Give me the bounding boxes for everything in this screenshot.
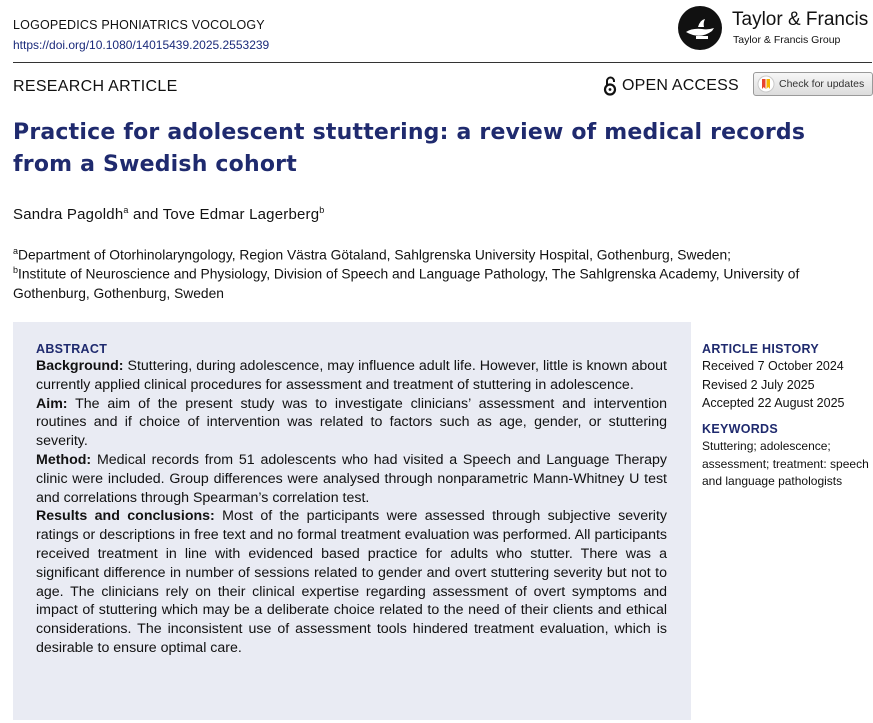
section-text: Medical records from 51 adolescents who had visited a Speech and Language Therapy clinic were included. Group differences were analysed through nonparametric Mann-Whitney U test and correlations through Spearman’s correlation test.: [36, 451, 667, 506]
affiliation-marker: b: [319, 205, 325, 215]
author-conjunction: and: [128, 206, 163, 223]
abstract-background: [36, 357, 667, 395]
keywords-list: Stuttering; adolescence; assessment; treatment: speech and language pathologists: [702, 439, 869, 488]
section-label: Results and conclusions:: [36, 508, 215, 525]
header-divider: [13, 62, 872, 63]
check-for-updates-label: Check for updates: [779, 78, 865, 90]
section-text: Stuttering, during adolescence, may influence adult life. However, little is known about currently applied clinical procedures for assessment and treatment of stuttering in adolescence.: [36, 358, 667, 393]
article-title: [13, 117, 813, 181]
section-label: Method:: [36, 451, 92, 468]
open-access-badge: [603, 75, 739, 97]
doi-link[interactable]: https://doi.org/10.1080/14015439.2025.2553239: [13, 38, 270, 52]
article-type: RESEARCH ARTICLE: [13, 78, 178, 95]
affiliation-marker: a: [13, 246, 19, 256]
abstract-method: [36, 451, 667, 507]
author-name[interactable]: Sandra Pagoldh: [13, 206, 124, 223]
affiliation-marker: a: [123, 205, 129, 215]
open-access-label: OPEN ACCESS: [622, 77, 739, 94]
received-date: Received 7 October 2024: [702, 359, 844, 373]
section-text: The aim of the present study was to investigate clinicians’ assessment and intervention routines and if choice of intervention was related to factors such as age, gender, or stuttering severity.: [36, 395, 667, 450]
keywords-heading: KEYWORDS: [702, 422, 779, 436]
affiliation-marker: b: [13, 265, 19, 275]
abstract-results: [36, 507, 667, 657]
revised-date: Revised 2 July 2025: [702, 377, 815, 392]
abstract-aim: [36, 395, 667, 451]
article-history: [702, 357, 844, 413]
section-label: Background:: [36, 358, 124, 374]
update-bookmark-icon: [757, 75, 775, 93]
abstract-heading: ABSTRACT: [36, 342, 108, 356]
affiliation-text: Department of Otorhinolaryngology, Region Västra Götaland, Sahlgrenska University Hospital, Gothenburg, Sweden;: [18, 247, 731, 263]
affiliation-b: [13, 261, 873, 303]
check-for-updates-button[interactable]: [753, 72, 873, 96]
section-label: Aim:: [36, 395, 68, 412]
accepted-date: Accepted 22 August 2025: [702, 396, 845, 410]
history-heading: ARTICLE HISTORY: [702, 342, 820, 356]
affiliation-text: Institute of Neuroscience and Physiology, Division of Speech and Language Pathology, The Sahlgrenska Academy, University of Gothenburg, Gothenburg, Sweden: [13, 266, 800, 301]
publisher-name: Taylor & Francis: [732, 9, 869, 30]
lamp-icon: [678, 6, 722, 50]
title-line-2: from a Swedish cohort: [13, 152, 297, 177]
journal-name: LOGOPEDICS PHONIATRICS VOCOLOGY: [13, 18, 265, 32]
title-line-1: Practice for adolescent stuttering: a review of medical records: [13, 120, 806, 145]
author-name[interactable]: Tove Edmar Lagerberg: [162, 206, 320, 223]
section-text: Most of the participants were assessed through subjective severity ratings or descriptions in free text and no formal treatment evaluation was performed. All participants received treatment in line with evidenced based practice for adults who stutter. There was a significant difference in number of sessions related to gender and overt stuttering severity but not to age. The clinicians rely on their clinical expertise regarding assessment of overt symptoms and impact of stuttering which may be a deliberate choice related to the need of their clients and ethical considerations. The inconsistent use of assessment tools hindered treatment evaluation, which is desirable to ensure optimal care.: [36, 508, 667, 656]
abstract-body: [36, 357, 667, 658]
author-list: [13, 205, 325, 223]
open-lock-icon: [603, 76, 617, 96]
publisher-logo: [678, 6, 873, 52]
publisher-group: Taylor & Francis Group: [733, 34, 841, 46]
